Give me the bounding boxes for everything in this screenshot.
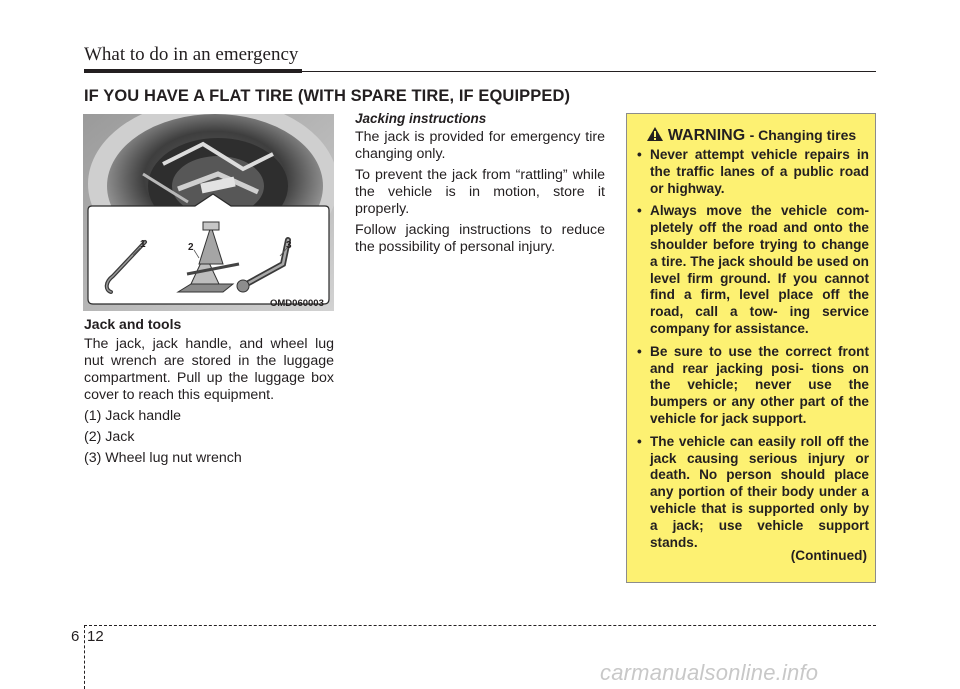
section-title: IF YOU HAVE A FLAT TIRE (WITH SPARE TIRE, IF EQUIPPED) [84, 87, 571, 105]
callout-2: 2 [188, 242, 194, 253]
footer-rule [84, 625, 876, 626]
watermark: carmanualsonline.info [600, 660, 819, 685]
warning-title: WARNING [667, 127, 746, 144]
warning-item-text: Always move the vehicle com- pletely off the road and onto the shoulder before trying to change a tire. The jack should be used on level firm ground. If you cannot find a firm, level place off the road, call a tow- ing service company for assistance. [650, 203, 869, 336]
tool-item-jack: (2) Jack [84, 429, 135, 445]
warning-item-text: Never attempt vehicle repairs in the traffic lanes of a public road or highway. [650, 147, 869, 196]
warning-box [626, 113, 876, 583]
figure-code: OMD060003 [270, 298, 324, 309]
warning-item-text: The vehicle can easily roll off the jack causing serious injury or death. No person should place any portion of their body under a vehicle that is supported only by a jack; use vehicle support stands. [650, 433, 869, 550]
header-rule-accent [84, 69, 302, 73]
warning-continued: (Continued) [790, 548, 867, 563]
bullet: • [637, 203, 642, 219]
warning-item [637, 344, 869, 428]
jacking-instructions-section [355, 110, 605, 260]
warning-item-text: Be sure to use the correct front and rear jacking posi- tions on the vehicle; never use the bumpers or any other part of the vehicle for jack support. [650, 343, 869, 426]
warning-item [637, 203, 869, 337]
running-header: What to do in an emergency [84, 44, 299, 65]
callout-1: 1 [140, 239, 146, 250]
tools-figure [83, 114, 334, 311]
spare-tire-well-illustration [83, 114, 334, 311]
page-number: 12 [87, 628, 104, 645]
bullet: • [637, 343, 642, 359]
callout-3: 3 [286, 240, 292, 251]
jack-tools-section [84, 316, 334, 471]
tool-item-jack-handle: (1) Jack handle [84, 408, 181, 424]
warning-list [637, 147, 869, 557]
jack-tools-heading: Jack and tools [84, 316, 182, 332]
chapter-number: 6 [71, 628, 80, 645]
bullet: • [637, 147, 642, 162]
warning-header [627, 126, 875, 145]
jacking-paragraph-1: The jack is provided for emergency tire changing only. [355, 129, 605, 162]
jacking-paragraph-3: Follow jacking instructions to reduce the possibility of personal injury. [355, 222, 605, 255]
warning-item [637, 147, 869, 197]
footer-divider [84, 625, 85, 689]
bullet: • [637, 433, 642, 449]
tool-item-lug-wrench: (3) Wheel lug nut wrench [84, 450, 242, 466]
warning-item [637, 434, 869, 552]
jack-tools-paragraph: The jack, jack handle, and wheel lug nut wrench are stored in the luggage compartment. Pull up the luggage box cover to reach this equipment. [84, 336, 334, 403]
jacking-paragraph-2: To prevent the jack from “rattling” while the vehicle is in motion, store it properly. [355, 167, 605, 217]
warning-subtitle: - Changing tires [749, 127, 857, 143]
warning-triangle-icon [646, 126, 664, 142]
jacking-heading: Jacking instructions [355, 111, 487, 126]
